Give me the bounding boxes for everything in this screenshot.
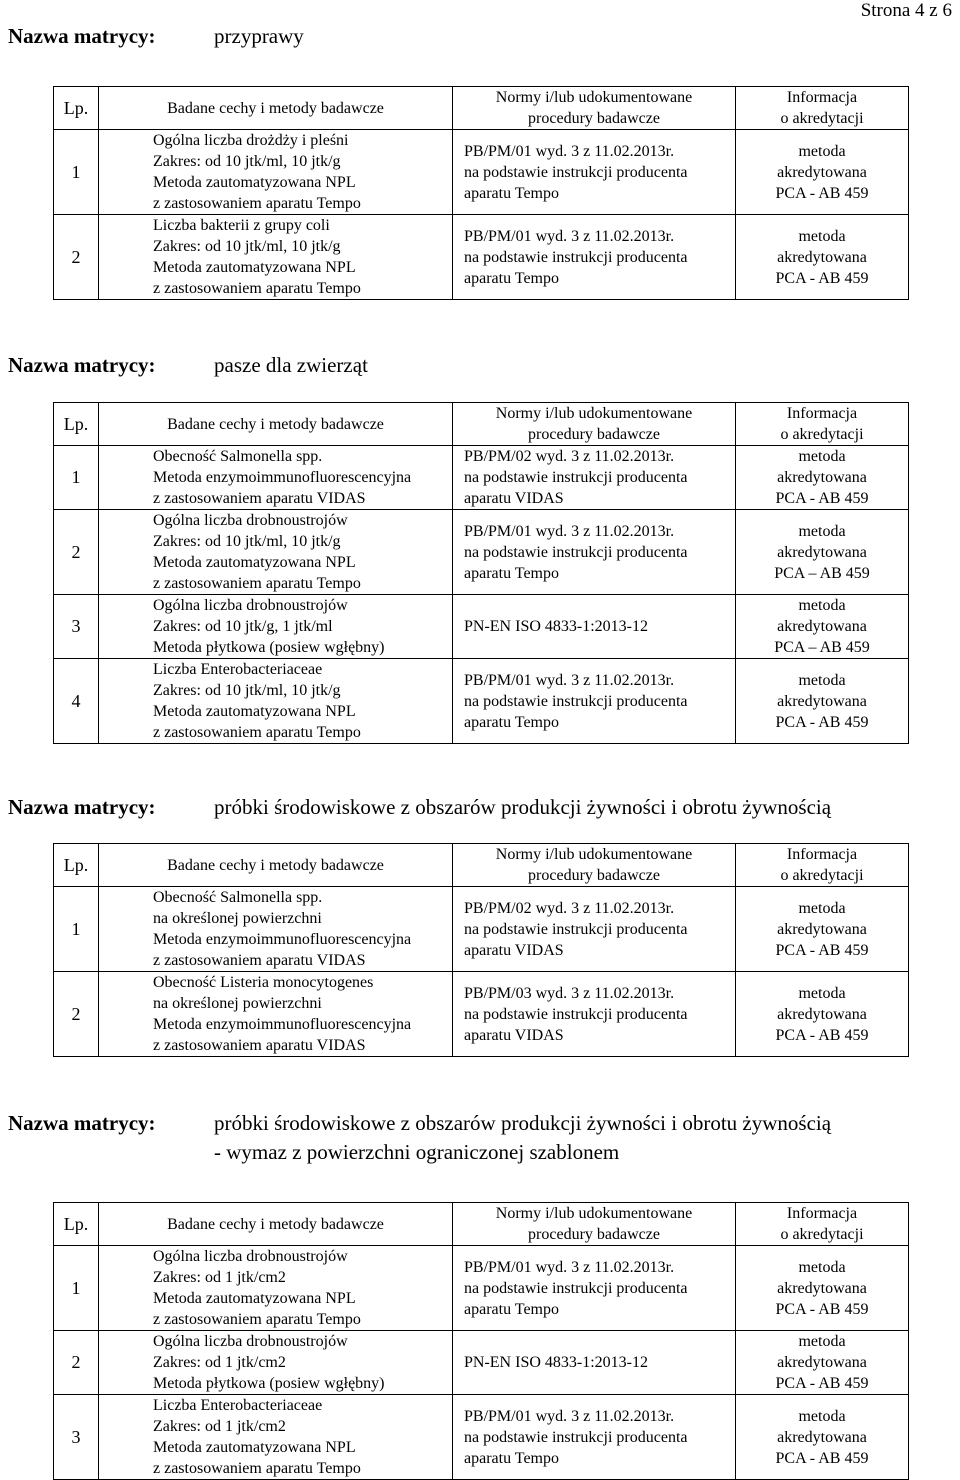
info-line: metoda — [798, 1407, 846, 1425]
feature-line: Zakres: od 10 jtk/ml, 10 jtk/g — [153, 153, 341, 170]
info-line: PCA - AB 459 — [775, 1375, 869, 1392]
feature-line: Metoda płytkowa (posiew wgłębny) — [153, 1375, 385, 1392]
norm-line: aparatu Tempo — [464, 184, 559, 202]
norm-line: na podstawie instrukcji producenta — [464, 692, 688, 710]
feature-line: z zastosowaniem aparatu Tempo — [153, 1460, 361, 1477]
norm-cell — [453, 1246, 736, 1331]
header-feature: Badane cechy i metody badawcze — [99, 844, 453, 887]
feature-line: z zastosowaniem aparatu Tempo — [153, 280, 361, 297]
header-norm-line: Normy i/lub udokumentowane — [495, 846, 693, 863]
header-row — [54, 844, 909, 887]
info-line: PCA - AB 459 — [775, 184, 869, 202]
norm-line: PB/PM/02 wyd. 3 z 11.02.2013r. — [464, 899, 675, 917]
feature-cell — [99, 887, 453, 972]
header-info — [736, 1203, 909, 1246]
header-norm-line: procedury badawcze — [528, 867, 660, 884]
info-line: akredytowana — [777, 692, 867, 710]
feature-cell — [99, 215, 453, 300]
info-line: metoda — [798, 227, 846, 245]
info-line: akredytowana — [777, 163, 867, 181]
norm-line: PB/PM/01 wyd. 3 z 11.02.2013r. — [464, 1407, 675, 1425]
header-lp: Lp. — [54, 1203, 99, 1246]
feature-line: Ogólna liczba drobnoustrojów — [153, 1333, 348, 1350]
norm-cell — [453, 446, 736, 510]
header-info-line: Informacja — [786, 89, 858, 106]
info-cell — [736, 1395, 909, 1480]
feature-line: Zakres: od 1 jtk/cm2 — [153, 1354, 286, 1371]
feature-line: z zastosowaniem aparatu Tempo — [153, 195, 361, 212]
info-line: PCA - AB 459 — [775, 941, 869, 959]
norm-line: PN-EN ISO 4833-1:2013-12 — [464, 1354, 648, 1371]
norm-line: aparatu Tempo — [464, 564, 559, 582]
page-number: Strona 4 z 6 — [860, 0, 952, 21]
norm-line: PB/PM/01 wyd. 3 z 11.02.2013r. — [464, 671, 675, 689]
table-row — [54, 1331, 909, 1395]
info-line: metoda — [798, 899, 846, 917]
row-lp: 4 — [54, 659, 99, 744]
feature-line: Ogólna liczba drobnoustrojów — [153, 512, 348, 529]
info-line: PCA - AB 459 — [775, 1300, 869, 1318]
feature-line: Metoda zautomatyzowana NPL — [153, 259, 356, 276]
norm-line: aparatu Tempo — [464, 713, 559, 731]
matrix-label: Nazwa matrycy: — [8, 24, 156, 48]
accreditation-table — [53, 86, 909, 300]
feature-line: Liczba Enterobacteriaceae — [153, 661, 323, 678]
table-row — [54, 595, 909, 659]
row-lp: 3 — [54, 595, 99, 659]
info-line: PCA – AB 459 — [774, 639, 870, 656]
norm-line: PB/PM/02 wyd. 3 z 11.02.2013r. — [464, 448, 675, 465]
header-norm — [453, 87, 736, 130]
info-line: PCA - AB 459 — [775, 713, 869, 731]
info-cell — [736, 130, 909, 215]
row-lp: 1 — [54, 1246, 99, 1331]
info-line: akredytowana — [777, 543, 867, 561]
info-line: metoda — [798, 671, 846, 689]
norm-cell — [453, 510, 736, 595]
info-cell — [736, 215, 909, 300]
header-lp: Lp. — [54, 844, 99, 887]
norm-line: na podstawie instrukcji producenta — [464, 469, 688, 486]
header-info-line: o akredytacji — [780, 110, 864, 127]
feature-cell — [99, 1395, 453, 1480]
norm-line: PB/PM/01 wyd. 3 z 11.02.2013r. — [464, 522, 675, 540]
table-row — [54, 510, 909, 595]
row-lp: 2 — [54, 215, 99, 300]
feature-line: na określonej powierzchni — [153, 910, 322, 927]
info-line: akredytowana — [777, 1354, 867, 1371]
header-info-line: Informacja — [786, 846, 858, 863]
header-norm — [453, 403, 736, 446]
feature-line: Metoda enzymoimmunofluorescencyjna — [153, 931, 412, 948]
feature-line: Zakres: od 10 jtk/ml, 10 jtk/g — [153, 238, 341, 255]
info-cell — [736, 510, 909, 595]
feature-line: z zastosowaniem aparatu Tempo — [153, 724, 361, 741]
norm-line: na podstawie instrukcji producenta — [464, 1005, 688, 1023]
info-line: PCA – AB 459 — [774, 564, 870, 582]
row-lp: 1 — [54, 887, 99, 972]
matrix-label: Nazwa matrycy: — [8, 1111, 156, 1135]
info-line: PCA - AB 459 — [775, 1449, 869, 1467]
info-line: metoda — [798, 1333, 846, 1350]
row-lp: 2 — [54, 510, 99, 595]
norm-line: aparatu Tempo — [464, 1300, 559, 1318]
feature-line: z zastosowaniem aparatu Tempo — [153, 575, 361, 592]
norm-line: na podstawie instrukcji producenta — [464, 248, 688, 266]
feature-cell — [99, 1331, 453, 1395]
feature-line: z zastosowaniem aparatu VIDAS — [153, 1037, 366, 1054]
feature-line: Zakres: od 1 jtk/cm2 — [153, 1418, 286, 1435]
norm-line: aparatu VIDAS — [464, 941, 564, 959]
norm-line: aparatu VIDAS — [464, 1026, 564, 1044]
info-line: akredytowana — [777, 469, 867, 486]
header-info — [736, 87, 909, 130]
header-info — [736, 844, 909, 887]
info-line: metoda — [798, 984, 846, 1002]
feature-line: Zakres: od 10 jtk/g, 1 jtk/ml — [153, 618, 333, 635]
feature-line: Metoda zautomatyzowana NPL — [153, 1439, 356, 1456]
header-lp: Lp. — [54, 87, 99, 130]
header-lp: Lp. — [54, 403, 99, 446]
header-norm-line: Normy i/lub udokumentowane — [495, 405, 693, 422]
norm-line: aparatu Tempo — [464, 1449, 559, 1467]
header-norm-line: procedury badawcze — [528, 426, 660, 443]
norm-line: na podstawie instrukcji producenta — [464, 1279, 688, 1297]
feature-cell — [99, 130, 453, 215]
matrix-name: próbki środowiskowe z obszarów produkcji żywności i obrotu żywnością — [214, 1111, 832, 1135]
info-line: akredytowana — [777, 1428, 867, 1446]
table-row — [54, 659, 909, 744]
table-row — [54, 1395, 909, 1480]
header-feature: Badane cechy i metody badawcze — [99, 87, 453, 130]
header-norm — [453, 1203, 736, 1246]
info-cell — [736, 887, 909, 972]
norm-cell — [453, 215, 736, 300]
header-norm-line: procedury badawcze — [528, 1226, 660, 1243]
feature-cell — [99, 659, 453, 744]
feature-line: Metoda enzymoimmunofluorescencyjna — [153, 1016, 412, 1033]
info-cell — [736, 1331, 909, 1395]
info-line: akredytowana — [777, 920, 867, 938]
info-line: akredytowana — [777, 1279, 867, 1297]
feature-line: Zakres: od 1 jtk/cm2 — [153, 1269, 286, 1286]
matrix-name: przyprawy — [214, 24, 304, 48]
accreditation-table — [53, 843, 909, 1057]
feature-line: Metoda zautomatyzowana NPL — [153, 703, 356, 720]
header-row — [54, 87, 909, 130]
feature-line: Obecność Salmonella spp. — [153, 889, 323, 906]
norm-cell — [453, 1331, 736, 1395]
feature-line: Ogólna liczba drobnoustrojów — [153, 1248, 348, 1265]
matrix-name: pasze dla zwierząt — [214, 353, 368, 377]
feature-cell — [99, 972, 453, 1057]
info-line: metoda — [798, 448, 846, 465]
feature-line: Obecność Listeria monocytogenes — [153, 974, 374, 991]
info-cell — [736, 446, 909, 510]
norm-cell — [453, 595, 736, 659]
row-lp: 1 — [54, 446, 99, 510]
matrix-name-line2: - wymaz z powierzchni ograniczonej szablonem — [214, 1140, 620, 1164]
norm-line: PB/PM/01 wyd. 3 z 11.02.2013r. — [464, 227, 675, 245]
matrix-label: Nazwa matrycy: — [8, 795, 156, 819]
header-row — [54, 1203, 909, 1246]
feature-cell — [99, 510, 453, 595]
header-feature: Badane cechy i metody badawcze — [99, 403, 453, 446]
info-cell — [736, 595, 909, 659]
norm-cell — [453, 887, 736, 972]
header-info-line: Informacja — [786, 1205, 858, 1222]
feature-line: Ogólna liczba drobnoustrojów — [153, 597, 348, 614]
matrix-name: próbki środowiskowe z obszarów produkcji żywności i obrotu żywnością — [214, 795, 832, 819]
norm-cell — [453, 130, 736, 215]
table-row — [54, 215, 909, 300]
accreditation-table — [53, 402, 909, 744]
info-line: metoda — [798, 522, 846, 540]
norm-line: PN-EN ISO 4833-1:2013-12 — [464, 618, 648, 635]
info-line: akredytowana — [777, 618, 867, 635]
table-row — [54, 446, 909, 510]
feature-cell — [99, 595, 453, 659]
feature-cell — [99, 1246, 453, 1331]
feature-cell — [99, 446, 453, 510]
feature-line: Liczba bakterii z grupy coli — [153, 217, 330, 234]
feature-line: Liczba Enterobacteriaceae — [153, 1397, 323, 1414]
info-line: akredytowana — [777, 1005, 867, 1023]
info-line: akredytowana — [777, 248, 867, 266]
info-cell — [736, 972, 909, 1057]
header-info-line: o akredytacji — [780, 867, 864, 884]
feature-line: Metoda zautomatyzowana NPL — [153, 1290, 356, 1307]
header-feature: Badane cechy i metody badawcze — [99, 1203, 453, 1246]
info-line: metoda — [798, 597, 846, 614]
norm-cell — [453, 972, 736, 1057]
row-lp: 2 — [54, 972, 99, 1057]
feature-line: Metoda zautomatyzowana NPL — [153, 554, 356, 571]
feature-line: na określonej powierzchni — [153, 995, 322, 1012]
matrix-label: Nazwa matrycy: — [8, 353, 156, 377]
feature-line: Metoda płytkowa (posiew wgłębny) — [153, 639, 385, 656]
feature-line: Metoda enzymoimmunofluorescencyjna — [153, 469, 412, 486]
accreditation-table — [53, 1202, 909, 1480]
table-row — [54, 1246, 909, 1331]
norm-line: na podstawie instrukcji producenta — [464, 163, 688, 181]
info-line: PCA - AB 459 — [775, 1026, 869, 1044]
feature-line: z zastosowaniem aparatu VIDAS — [153, 952, 366, 969]
norm-line: na podstawie instrukcji producenta — [464, 543, 688, 561]
feature-line: z zastosowaniem aparatu Tempo — [153, 1311, 361, 1328]
feature-line: z zastosowaniem aparatu VIDAS — [153, 490, 366, 507]
info-cell — [736, 1246, 909, 1331]
norm-line: PB/PM/01 wyd. 3 z 11.02.2013r. — [464, 1258, 675, 1276]
norm-line: na podstawie instrukcji producenta — [464, 1428, 688, 1446]
feature-line: Zakres: od 10 jtk/ml, 10 jtk/g — [153, 533, 341, 550]
feature-line: Zakres: od 10 jtk/ml, 10 jtk/g — [153, 682, 341, 699]
info-line: metoda — [798, 1258, 846, 1276]
header-info-line: o akredytacji — [780, 426, 864, 443]
info-line: PCA - AB 459 — [775, 490, 869, 507]
header-info-line: Informacja — [786, 405, 858, 422]
norm-cell — [453, 1395, 736, 1480]
feature-line: Ogólna liczba drożdży i pleśni — [153, 132, 349, 149]
table-row — [54, 130, 909, 215]
header-norm-line: Normy i/lub udokumentowane — [495, 1205, 693, 1222]
header-row — [54, 403, 909, 446]
norm-line: PB/PM/01 wyd. 3 z 11.02.2013r. — [464, 142, 675, 160]
info-cell — [736, 659, 909, 744]
norm-line: PB/PM/03 wyd. 3 z 11.02.2013r. — [464, 984, 675, 1002]
norm-cell — [453, 659, 736, 744]
info-line: PCA - AB 459 — [775, 269, 869, 287]
table-row — [54, 887, 909, 972]
norm-line: aparatu VIDAS — [464, 490, 564, 507]
feature-line: Obecność Salmonella spp. — [153, 448, 323, 465]
header-norm-line: Normy i/lub udokumentowane — [495, 89, 693, 106]
info-line: metoda — [798, 142, 846, 160]
row-lp: 1 — [54, 130, 99, 215]
header-norm-line: procedury badawcze — [528, 110, 660, 127]
header-info-line: o akredytacji — [780, 1226, 864, 1243]
feature-line: Metoda zautomatyzowana NPL — [153, 174, 356, 191]
table-row — [54, 972, 909, 1057]
row-lp: 2 — [54, 1331, 99, 1395]
norm-line: aparatu Tempo — [464, 269, 559, 287]
header-norm — [453, 844, 736, 887]
row-lp: 3 — [54, 1395, 99, 1480]
norm-line: na podstawie instrukcji producenta — [464, 920, 688, 938]
header-info — [736, 403, 909, 446]
